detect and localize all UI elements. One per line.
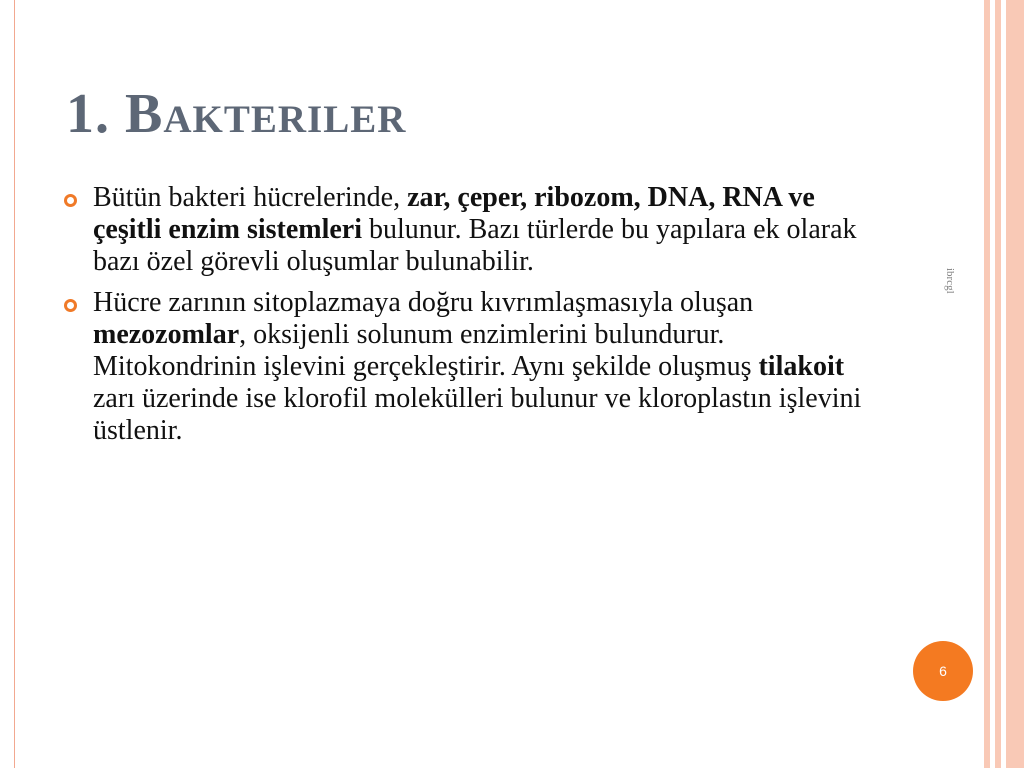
bullet-text-segment: zarı üzerinde ise klorofil molekülleri bulunur ve kloroplastın işlevini üstlenir. bbox=[93, 383, 862, 446]
slide-content bbox=[64, 182, 884, 456]
bullet-item bbox=[64, 182, 884, 278]
hollow-circle-bullet-icon bbox=[64, 299, 77, 312]
bullet-text-segment: , oksijenli solunum enzimlerini bulundurur. Mitokondrinin işlevini gerçekleştirir. Aynı şekilde oluşmuş bbox=[93, 319, 759, 382]
page-number-badge bbox=[913, 641, 973, 701]
hollow-circle-bullet-icon bbox=[64, 194, 77, 207]
footer-author-text: ibrcgl bbox=[944, 268, 956, 294]
left-frame-line bbox=[14, 0, 15, 768]
slide-title: 1. Bakteriler bbox=[66, 83, 407, 145]
bullet-text-segment-bold: tilakoit bbox=[758, 351, 845, 382]
page-number: 6 bbox=[939, 663, 947, 679]
bullet-text-segment-bold: zar, çeper, ribozom, DNA, RNA ve çeşitli enzim sistemleri bbox=[93, 182, 815, 245]
bullet-item bbox=[64, 287, 884, 447]
bullet-text-segment: Bütün bakteri hücrelerinde, bbox=[93, 182, 408, 213]
right-decorative-stripes bbox=[984, 0, 1024, 768]
bullet-text-segment-bold: mezozomlar bbox=[93, 319, 240, 350]
bullet-text-segment: Hücre zarının sitoplazmaya doğru kıvrımlaşmasıyla oluşan bbox=[93, 287, 754, 318]
bullet-text-segment: bulunur. Bazı türlerde bu yapılara ek olarak bazı özel görevli oluşumlar bulunabilir. bbox=[93, 214, 857, 277]
